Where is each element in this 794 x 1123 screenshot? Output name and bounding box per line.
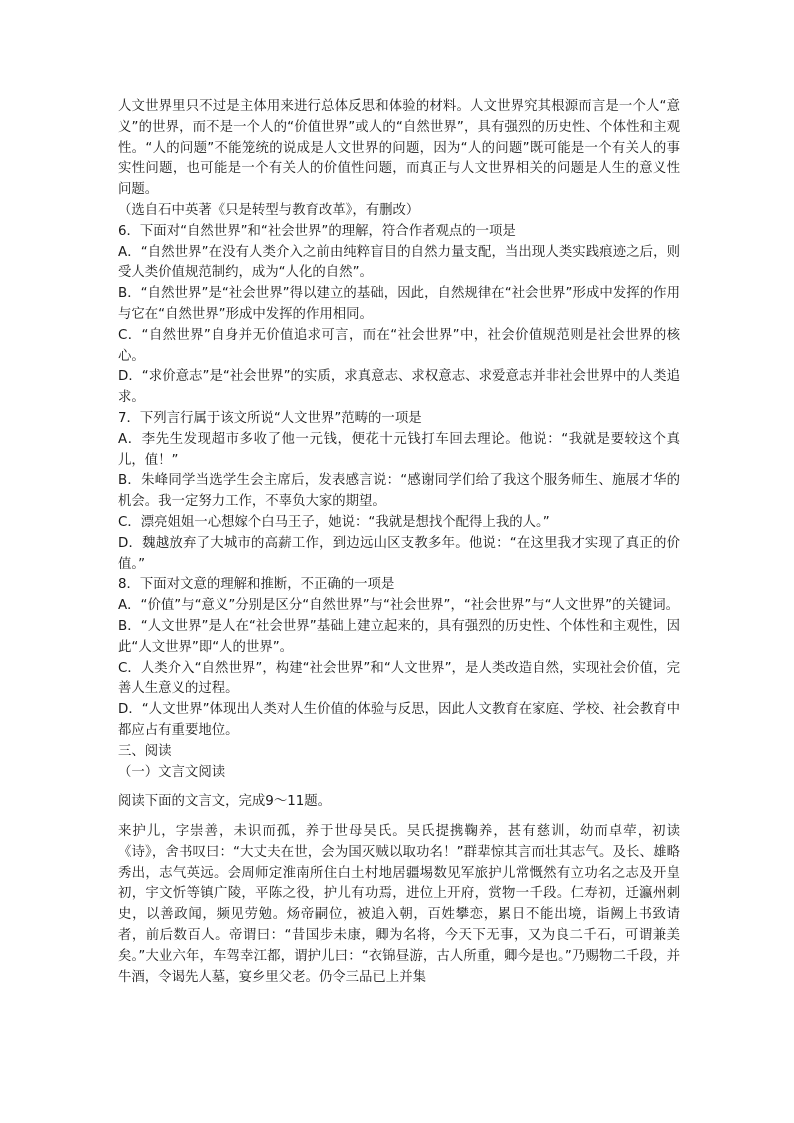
question-8-option-b: B．“人文世界”是人在“社会世界”基础上建立起来的，具有强烈的历史性、个体性和主观性，因此“人文世界”即“人的世界”。 xyxy=(118,618,680,655)
subsection-heading: （一）文言文阅读 xyxy=(118,764,226,780)
question-8-option-a: A．“价值”与“意义”分别是区分“自然世界”与“社会世界”，“社会世界”与“人文世界”的关键词。 xyxy=(118,598,680,614)
question-6-stem: 6．下面对“自然世界”和“社会世界”的理解，符合作者观点的一项是 xyxy=(118,223,516,239)
question-8-option-c: C．人类介入“自然世界”，构建“社会世界”和“人文世界”，是人类改造自然，实现社会价值，完善人生意义的过程。 xyxy=(118,660,680,697)
question-6-option-a: A．“自然世界”在没有人类介入之前由纯粹盲目的自然力量支配，当出现人类实践痕迹之后，则受人类价值规范制约，成为“人化的自然”。 xyxy=(118,244,680,281)
document-page xyxy=(118,97,680,988)
question-7-option-d: D．魏越放弃了大城市的高薪工作，到边远山区支教多年。他说：“在这里我才实现了真正的价值。” xyxy=(118,535,680,572)
question-6-option-c: C．“自然世界”自身并无价值追求可言，而在“社会世界”中，社会价值规范则是社会世界的核心。 xyxy=(118,327,680,364)
question-7-option-b: B．朱峰同学当选学生会主席后，发表感言说：“感谢同学们给了我这个服务师生、施展才华的机会。我一定努力工作，不辜负大家的期望。 xyxy=(118,473,680,510)
question-6-option-b: B．“自然世界”是“社会世界”得以建立的基础，因此，自然规律在“社会世界”形成中发挥的作用与它在“自然世界”形成中发挥的作用相同。 xyxy=(118,286,680,322)
section-heading: 三、阅读 xyxy=(118,743,172,759)
classical-passage: 来护儿，字崇善，未识而孤，养于世母吴氏。吴氏提携鞠养，甚有慈训，幼而卓荦，初读《诗》，舍书叹曰：“大丈夫在世，会为国灭贼以取功名！”群辈惊其言而壮其志气。及长、雄略秀出，志气英远。会周师定淮南所住白土村地居疆埸数见军旅护儿常慨然有立功名之志及开皇初，宇文忻等镇广陵，平陈之役，护儿有功焉，进位上开府，赏物一千段。仁寿初，迁瀛州刺史，以善政闻，频见劳勉。炀帝嗣位，被追入朝，百姓攀恋，累日不能出境，诣阙上书致请者，前后数百人。帝谓曰：“昔国步未康，卿为名将，今天下无事，又为良二千石，可谓兼美矣。”大业六年，车驾幸江都，谓护儿曰：“衣锦昼游，古人所重，卿今是也。”乃赐物二千段，并牛酒，令谒先人墓，宴乡里父老。仍令三品已上并集 xyxy=(118,824,680,985)
reading-instruction: 阅读下面的文言文，完成9～11题。 xyxy=(118,794,332,810)
question-6-option-d: D．“求价意志”是“社会世界”的实质，求真意志、求权意志、求爱意志并非社会世界中的人类追求。 xyxy=(118,369,680,406)
question-8-option-d: D．“人文世界”体现出人类对人生价值的体验与反思，因此人文教育在家庭、学校、社会教育中都应占有重要地位。 xyxy=(118,702,680,738)
source-citation: （选自石中英著《只是转型与教育改革》，有删改） xyxy=(118,202,420,218)
question-8-stem: 8．下面对文意的理解和推断，不正确的一项是 xyxy=(118,577,395,593)
question-7-option-a: A．李先生发现超市多收了他一元钱，便花十元钱打车回去理论。他说：“我就是要较这个真儿，值！” xyxy=(118,431,680,468)
spacer xyxy=(118,783,680,792)
passage-closing-paragraph: 人文世界里只不过是主体用来进行总体反思和体验的材料。人文世界究其根源而言是一个人“意义”的世界，而不是一个人的“价值世界”或人的“自然世界”，具有强烈的历史性、个体性和主观性。“人的问题”不能笼统的说成是人文世界的问题，因为“人的问题”既可能是一个有关人的事实性问题，也可能是一个有关人的价值性问题，而真正与人文世界相关的问题是人生的意义性问题。 xyxy=(118,99,680,198)
question-7-stem: 7．下列言行属于该文所说“人文世界”范畴的一项是 xyxy=(118,410,422,426)
question-7-option-c: C．漂亮姐姐一心想嫁个白马王子，她说：“我就是想找个配得上我的人。” xyxy=(118,514,550,530)
spacer xyxy=(118,813,680,822)
